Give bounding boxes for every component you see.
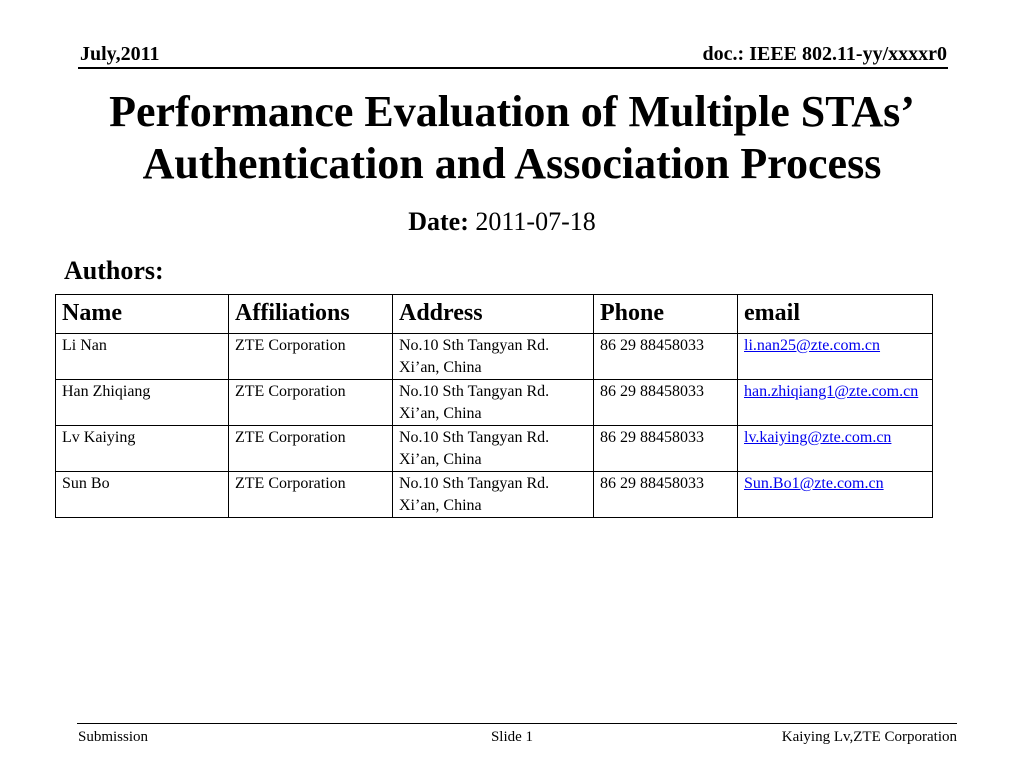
address-line-2: Xi’an, China [399,451,482,468]
author-affiliation: ZTE Corporation [229,472,393,518]
header-date: July,2011 [80,43,160,65]
date-label: Date: [408,207,469,236]
author-name: Han Zhiqiang [56,380,229,426]
authors-table [55,294,933,518]
column-header-affiliations: Affiliations [229,295,393,334]
slide-title-line-2: Authentication and Association Process [142,139,882,188]
author-phone: 86 29 88458033 [594,334,738,380]
header-divider [78,67,948,69]
column-header-address: Address [393,295,594,334]
header-doc-id: doc.: IEEE 802.11-yy/xxxxr0 [702,43,947,65]
author-phone: 86 29 88458033 [594,426,738,472]
table-row [56,380,933,426]
author-address [393,472,594,518]
table-row [56,334,933,380]
author-phone: 86 29 88458033 [594,380,738,426]
column-header-name: Name [56,295,229,334]
author-email-link[interactable]: Sun.Bo1@zte.com.cn [744,475,884,492]
address-line-1: No.10 Sth Tangyan Rd. [399,429,550,446]
author-email-cell [738,380,933,426]
author-email-cell [738,334,933,380]
author-address [393,380,594,426]
address-line-2: Xi’an, China [399,405,482,422]
date-value: 2011-07-18 [475,207,596,236]
column-header-phone: Phone [594,295,738,334]
address-line-1: No.10 Sth Tangyan Rd. [399,475,550,492]
author-email-link[interactable]: han.zhiqiang1@zte.com.cn [744,383,919,400]
footer-divider [77,723,957,724]
table-row [56,472,933,518]
slide-title [40,86,984,190]
author-affiliation: ZTE Corporation [229,334,393,380]
slide-title-line-1: Performance Evaluation of Multiple STAs’ [109,87,915,136]
author-name: Sun Bo [56,472,229,518]
author-phone: 86 29 88458033 [594,472,738,518]
author-address [393,426,594,472]
address-line-1: No.10 Sth Tangyan Rd. [399,383,550,400]
authors-table-header-row [56,295,933,334]
address-line-2: Xi’an, China [399,359,482,376]
address-line-1: No.10 Sth Tangyan Rd. [399,337,550,354]
author-affiliation: ZTE Corporation [229,426,393,472]
author-name: Li Nan [56,334,229,380]
footer-submission: Submission [78,729,149,745]
address-line-2: Xi’an, China [399,497,482,514]
author-email-link[interactable]: li.nan25@zte.com.cn [744,337,881,354]
footer-author-org: Kaiying Lv,ZTE Corporation [781,729,957,745]
table-row [56,426,933,472]
footer-slide-number: Slide 1 [490,729,534,745]
authors-label: Authors: [64,256,164,285]
author-address [393,334,594,380]
author-email-cell [738,426,933,472]
author-email-link[interactable]: lv.kaiying@zte.com.cn [744,429,892,446]
slide-date [0,206,1004,238]
author-email-cell [738,472,933,518]
author-name: Lv Kaiying [56,426,229,472]
author-affiliation: ZTE Corporation [229,380,393,426]
column-header-email: email [738,295,933,334]
